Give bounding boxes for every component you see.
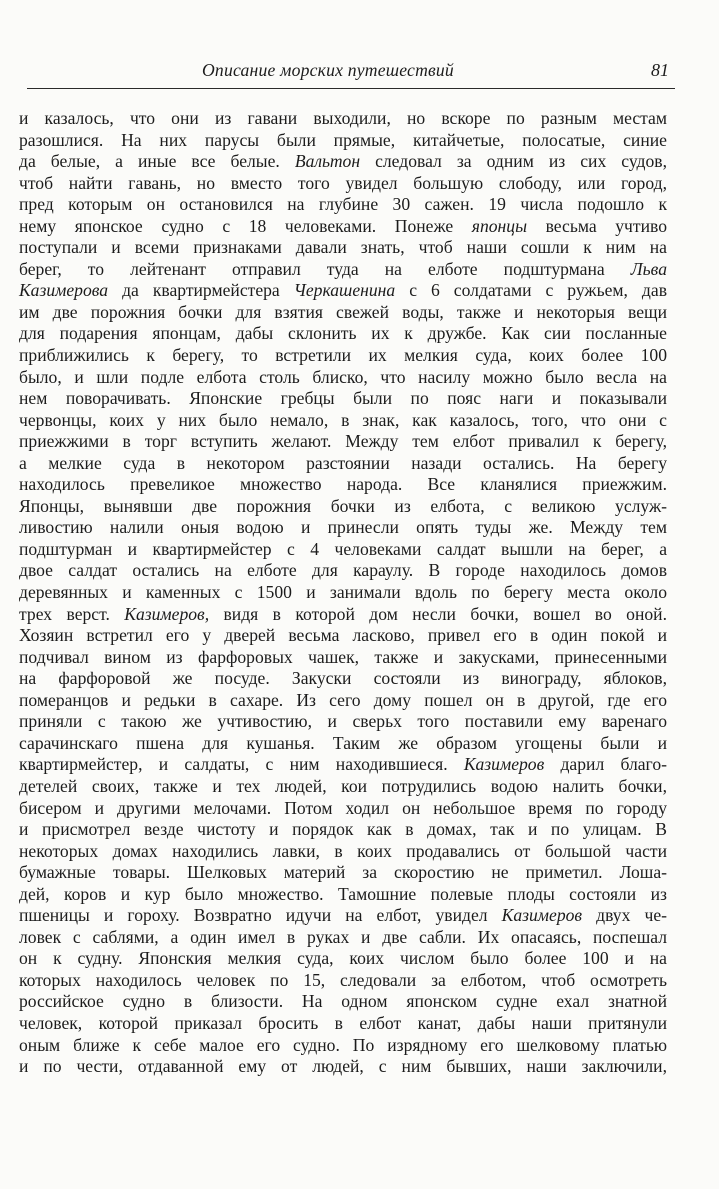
body-text: [19, 108, 667, 1078]
text-run: трех верст.: [19, 603, 125, 624]
text-run: дарил благо-: [544, 754, 667, 775]
text-line: [19, 991, 667, 1013]
text-line: [19, 216, 667, 238]
text-line: [19, 776, 667, 798]
text-line: [19, 302, 667, 324]
text-line: [19, 647, 667, 669]
text-run: померанцов и редьки в сахаре. Из сего дому пошел он в другой, где его: [19, 689, 667, 710]
text-line: [19, 108, 667, 130]
text-run: и присмотрел везде чистоту и порядок как в домах, так и по улицам. В: [19, 819, 667, 840]
text-line: [19, 410, 667, 432]
text-line: [19, 625, 667, 647]
text-run: червонцы, коих у них было немало, в знак, как казалось, того, что они с: [19, 409, 667, 430]
text-line: [19, 539, 667, 561]
text-line: [19, 690, 667, 712]
text-run: было, и шли подле елбота столь блиско, что насилу можно было весла на: [19, 366, 667, 387]
text-line: [19, 194, 667, 216]
page-number: 81: [651, 60, 669, 80]
text-line: [19, 431, 667, 453]
text-run: и по чести, отдаванной ему от людей, с ним бывших, наши заключили,: [19, 1056, 667, 1077]
text-run: приняли с такою же учтивостию, и сверьх того поставили ему варенаго: [19, 711, 667, 732]
text-run: дей, коров и кур было множество. Тамошние полевые плоды состояли из: [19, 883, 667, 904]
text-run: весьма учтиво: [527, 215, 667, 236]
text-run: человек, которой приказал бросить в елбот канат, дабы наши притянули: [19, 1012, 667, 1033]
text-line: [19, 927, 667, 949]
text-line: [19, 582, 667, 604]
text-line: [19, 388, 667, 410]
italic-name: Льва: [630, 258, 667, 279]
running-head: Описание морских путешествий: [202, 60, 454, 80]
text-line: [19, 560, 667, 582]
text-run: чтоб найти гавань, но вместо того увидел большую слободу, или город,: [19, 172, 667, 193]
text-run: бумажные товары. Шелковых материй за скоростию не приметил. Лоша-: [19, 862, 667, 883]
text-line: [19, 259, 667, 281]
text-line: [19, 367, 667, 389]
text-line: [19, 496, 667, 518]
text-run: берег, то лейтенант отправил туда на елботе подштурмана: [19, 258, 631, 279]
text-line: [19, 151, 667, 173]
text-run: пшеницы и гороху. Возвратно идучи на елбот, увидел: [19, 905, 502, 926]
text-run: да квартирмейстера: [108, 280, 294, 301]
text-run: двое салдат остались на елботе для караулу. В городе находилось домов: [19, 560, 667, 581]
text-line: [19, 841, 667, 863]
text-line: [19, 862, 667, 884]
text-run: ловек с саблями, а один имел в руках и две сабли. Их опасаясь, поспешал: [19, 926, 667, 947]
text-run: а мелкие суда в некотором разстоянии назади остались. На берегу: [19, 452, 667, 473]
text-run: детелей своих, также и тех людей, кои потрудились водою налить бочки,: [19, 775, 667, 796]
text-line: [19, 130, 667, 152]
text-run: деревянных и каменных с 1500 и занимали вдоль по берегу места около: [19, 582, 667, 603]
text-line: [19, 798, 667, 820]
text-run: российское судно в близости. На одном японском судне ехал знатной: [19, 991, 667, 1012]
text-run: некоторых домах находились лавки, в коих продавались от большой части: [19, 840, 667, 861]
italic-name: японцы: [471, 215, 527, 236]
text-run: нем поворачивать. Японские гребцы были по пояс наги и показывали: [19, 388, 667, 409]
italic-name: Черкашенина: [293, 280, 396, 301]
text-line: [19, 1056, 667, 1078]
text-run: сарачинскаго пшена для кушанья. Таким же образом угощены были и: [19, 732, 667, 753]
text-line: [19, 733, 667, 755]
italic-name: Казимеров,: [124, 603, 210, 624]
text-run: приежжими в торг вступить желают. Между тем елбот привалил к берегу,: [19, 431, 667, 452]
text-run: Японцы, вынявши две порожния бочки из елбота, с великою услуж-: [19, 495, 667, 516]
text-line: [19, 173, 667, 195]
text-line: [19, 280, 667, 302]
text-line: [19, 237, 667, 259]
text-run: оным ближе к себе малое его судно. По изрядному его шелковому платью: [19, 1034, 667, 1055]
italic-name: Вальтон: [294, 151, 361, 172]
text-line: [19, 474, 667, 496]
text-run: подштурман и квартирмейстер с 4 человеками салдат вышли на берег, а: [19, 538, 667, 559]
text-run: поступали и всеми признаками давали знать, чтоб наши сошли к ним на: [19, 237, 667, 258]
text-run: которых находилось человек по 15, следовали за елботом, чтоб осмотреть: [19, 969, 667, 990]
text-line: [19, 345, 667, 367]
text-line: [19, 905, 667, 927]
text-run: для подарения японцам, дабы склонить их к дружбе. Как сии посланные: [19, 323, 667, 344]
text-run: нему японское судно с 18 человеками. Понеже: [19, 215, 472, 236]
text-run: Хозяин встретил его у дверей весьма ласково, привел его в один покой и: [19, 625, 667, 646]
text-line: [19, 668, 667, 690]
text-run: ливостию налили оныя водою и принесли опять туды же. Между тем: [19, 517, 667, 538]
text-run: да белые, а иные все белые.: [19, 151, 295, 172]
text-line: [19, 453, 667, 475]
text-line: [19, 754, 667, 776]
text-run: разошлися. На них парусы были прямые, китайчетые, полосатые, синие: [19, 129, 667, 150]
text-run: на фарфоровой же посуде. Закуски состояли из винограду, яблоков,: [19, 668, 667, 689]
text-run: подчивал вином из фарфоровых чашек, также и закусками, принесенными: [19, 646, 667, 667]
text-run: видя в которой дом несли бочки, вошел во оной.: [209, 603, 667, 624]
text-line: [19, 1035, 667, 1057]
text-line: [19, 604, 667, 626]
text-line: [19, 819, 667, 841]
text-line: [19, 948, 667, 970]
text-line: [19, 884, 667, 906]
text-run: бисером и другими мелочами. Потом ходил он небольшое время по городу: [19, 797, 667, 818]
text-run: и казалось, что они из гавани выходили, но вскоре по разным местам: [19, 108, 667, 128]
text-run: следовал за одним из сих судов,: [360, 151, 667, 172]
text-line: [19, 970, 667, 992]
text-run: он к судну. Японския мелкия суда, коих числом было более 100 и на: [19, 948, 667, 969]
text-run: квартирмейстер, и салдаты, с ним находившиеся.: [19, 754, 464, 775]
text-run: пред которым он остановился на глубине 30 сажен. 19 числа подошло к: [19, 194, 667, 215]
text-run: с 6 солдатами с ружьем, дав: [395, 280, 667, 301]
text-run: находилось превеликое множество народа. Все кланялися приежжим.: [19, 474, 667, 495]
text-run: двух че-: [582, 905, 667, 926]
italic-name: Казимерова: [19, 280, 109, 301]
header-rule: [27, 88, 675, 89]
text-line: [19, 323, 667, 345]
text-line: [19, 711, 667, 733]
text-line: [19, 517, 667, 539]
text-run: им две порожния бочки для взятия свежей воды, также и некоторыя вещи: [19, 301, 667, 322]
text-line: [19, 1013, 667, 1035]
page-header: [27, 54, 675, 88]
text-run: приближились к берегу, то встретили их мелкия суда, коих более 100: [19, 345, 667, 366]
italic-name: Казимеров: [463, 754, 545, 775]
italic-name: Казимеров: [501, 905, 583, 926]
